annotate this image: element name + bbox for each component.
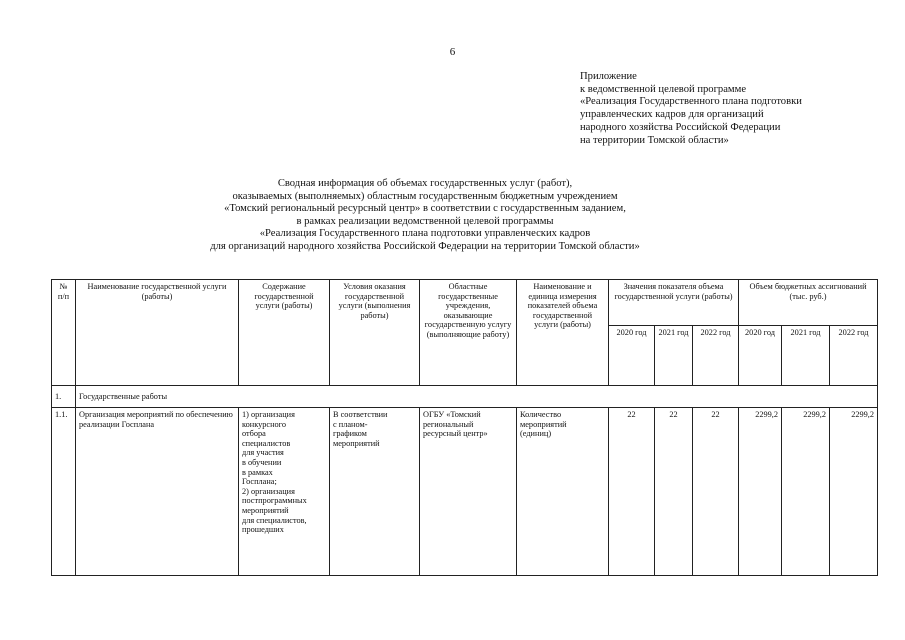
row-budget-2022: 2299,2 xyxy=(830,408,878,576)
row-conditions: В соответствии с планом- графиком мероприятий xyxy=(330,408,420,576)
header-year-2020: 2020 год xyxy=(739,326,782,386)
row-value-2022: 22 xyxy=(693,408,739,576)
header-year-2021: 2021 год xyxy=(655,326,693,386)
appendix-line: управленческих кадров для организаций xyxy=(580,109,764,121)
header-year-2021: 2021 год xyxy=(782,326,830,386)
title-line: в рамках реализации ведомственной целевой программы xyxy=(296,215,554,227)
appendix-line: к ведомственной целевой программе xyxy=(580,83,747,95)
header-year-2022: 2022 год xyxy=(693,326,739,386)
title-line: «Реализация Государственного плана подготовки управленческих кадров xyxy=(259,228,591,240)
row-institution: ОГБУ «Томский региональный ресурсный центр» xyxy=(420,408,517,576)
header-year-2022: 2022 год xyxy=(830,326,878,386)
header-indicator: Наименование и единица измерения показателей объема государственной услуги (работы) xyxy=(517,280,609,386)
title-line: для организаций народного хозяйства Российской Федерации на территории Томской области» xyxy=(210,240,640,252)
title-line: оказываемых (выполняемых) областным государственным бюджетным учреждением xyxy=(232,190,618,202)
document-title xyxy=(140,178,710,254)
title-line: «Томский региональный ресурсный центр» в соответствии с государственным заданием, xyxy=(224,203,626,215)
row-value-2021: 22 xyxy=(655,408,693,576)
header-conditions: Условия оказания государственной услуги (выполнения работы) xyxy=(330,280,420,386)
services-table xyxy=(51,279,878,576)
header-institutions: Областные государственные учреждения, оказывающие государственную услугу (выполняющие работу) xyxy=(420,280,517,386)
row-indicator: Количество мероприятий (единиц) xyxy=(517,408,609,576)
header-num: № п/п xyxy=(52,280,76,386)
header-content: Содержание государственной услуги (работы) xyxy=(239,280,330,386)
section-label: Государственные работы xyxy=(76,386,878,408)
appendix-line: «Реализация Государственного плана подготовки xyxy=(580,96,802,108)
appendix-line: на территории Томской области» xyxy=(580,134,729,146)
appendix-line: народного хозяйства Российской Федерации xyxy=(580,121,781,133)
row-content: 1) организация конкурсного отбора специалистов для участия в обучении в рамках Госплана; 2) организация постпрограммных мероприятий для специалистов, прошедших xyxy=(239,408,330,576)
header-year-2020: 2020 год xyxy=(609,326,655,386)
appendix-note xyxy=(580,71,900,147)
section-num: 1. xyxy=(52,386,76,408)
appendix-line: Приложение xyxy=(580,71,637,82)
title-line: Сводная информация об объемах государственных услуг (работ), xyxy=(277,178,573,189)
row-value-2020: 22 xyxy=(609,408,655,576)
header-budget-group: Объем бюджетных ассигнований (тыс. руб.) xyxy=(739,280,878,326)
table-row xyxy=(52,408,878,576)
row-num: 1.1. xyxy=(52,408,76,576)
header-values-group: Значения показателя объема государственной услуги (работы) xyxy=(609,280,739,326)
page-number: 6 xyxy=(449,46,456,58)
row-budget-2021: 2299,2 xyxy=(782,408,830,576)
row-budget-2020: 2299,2 xyxy=(739,408,782,576)
section-row xyxy=(52,386,878,408)
header-service-name: Наименование государственной услуги (работы) xyxy=(76,280,239,386)
row-service-name: Организация мероприятий по обеспечению реализации Госплана xyxy=(76,408,239,576)
